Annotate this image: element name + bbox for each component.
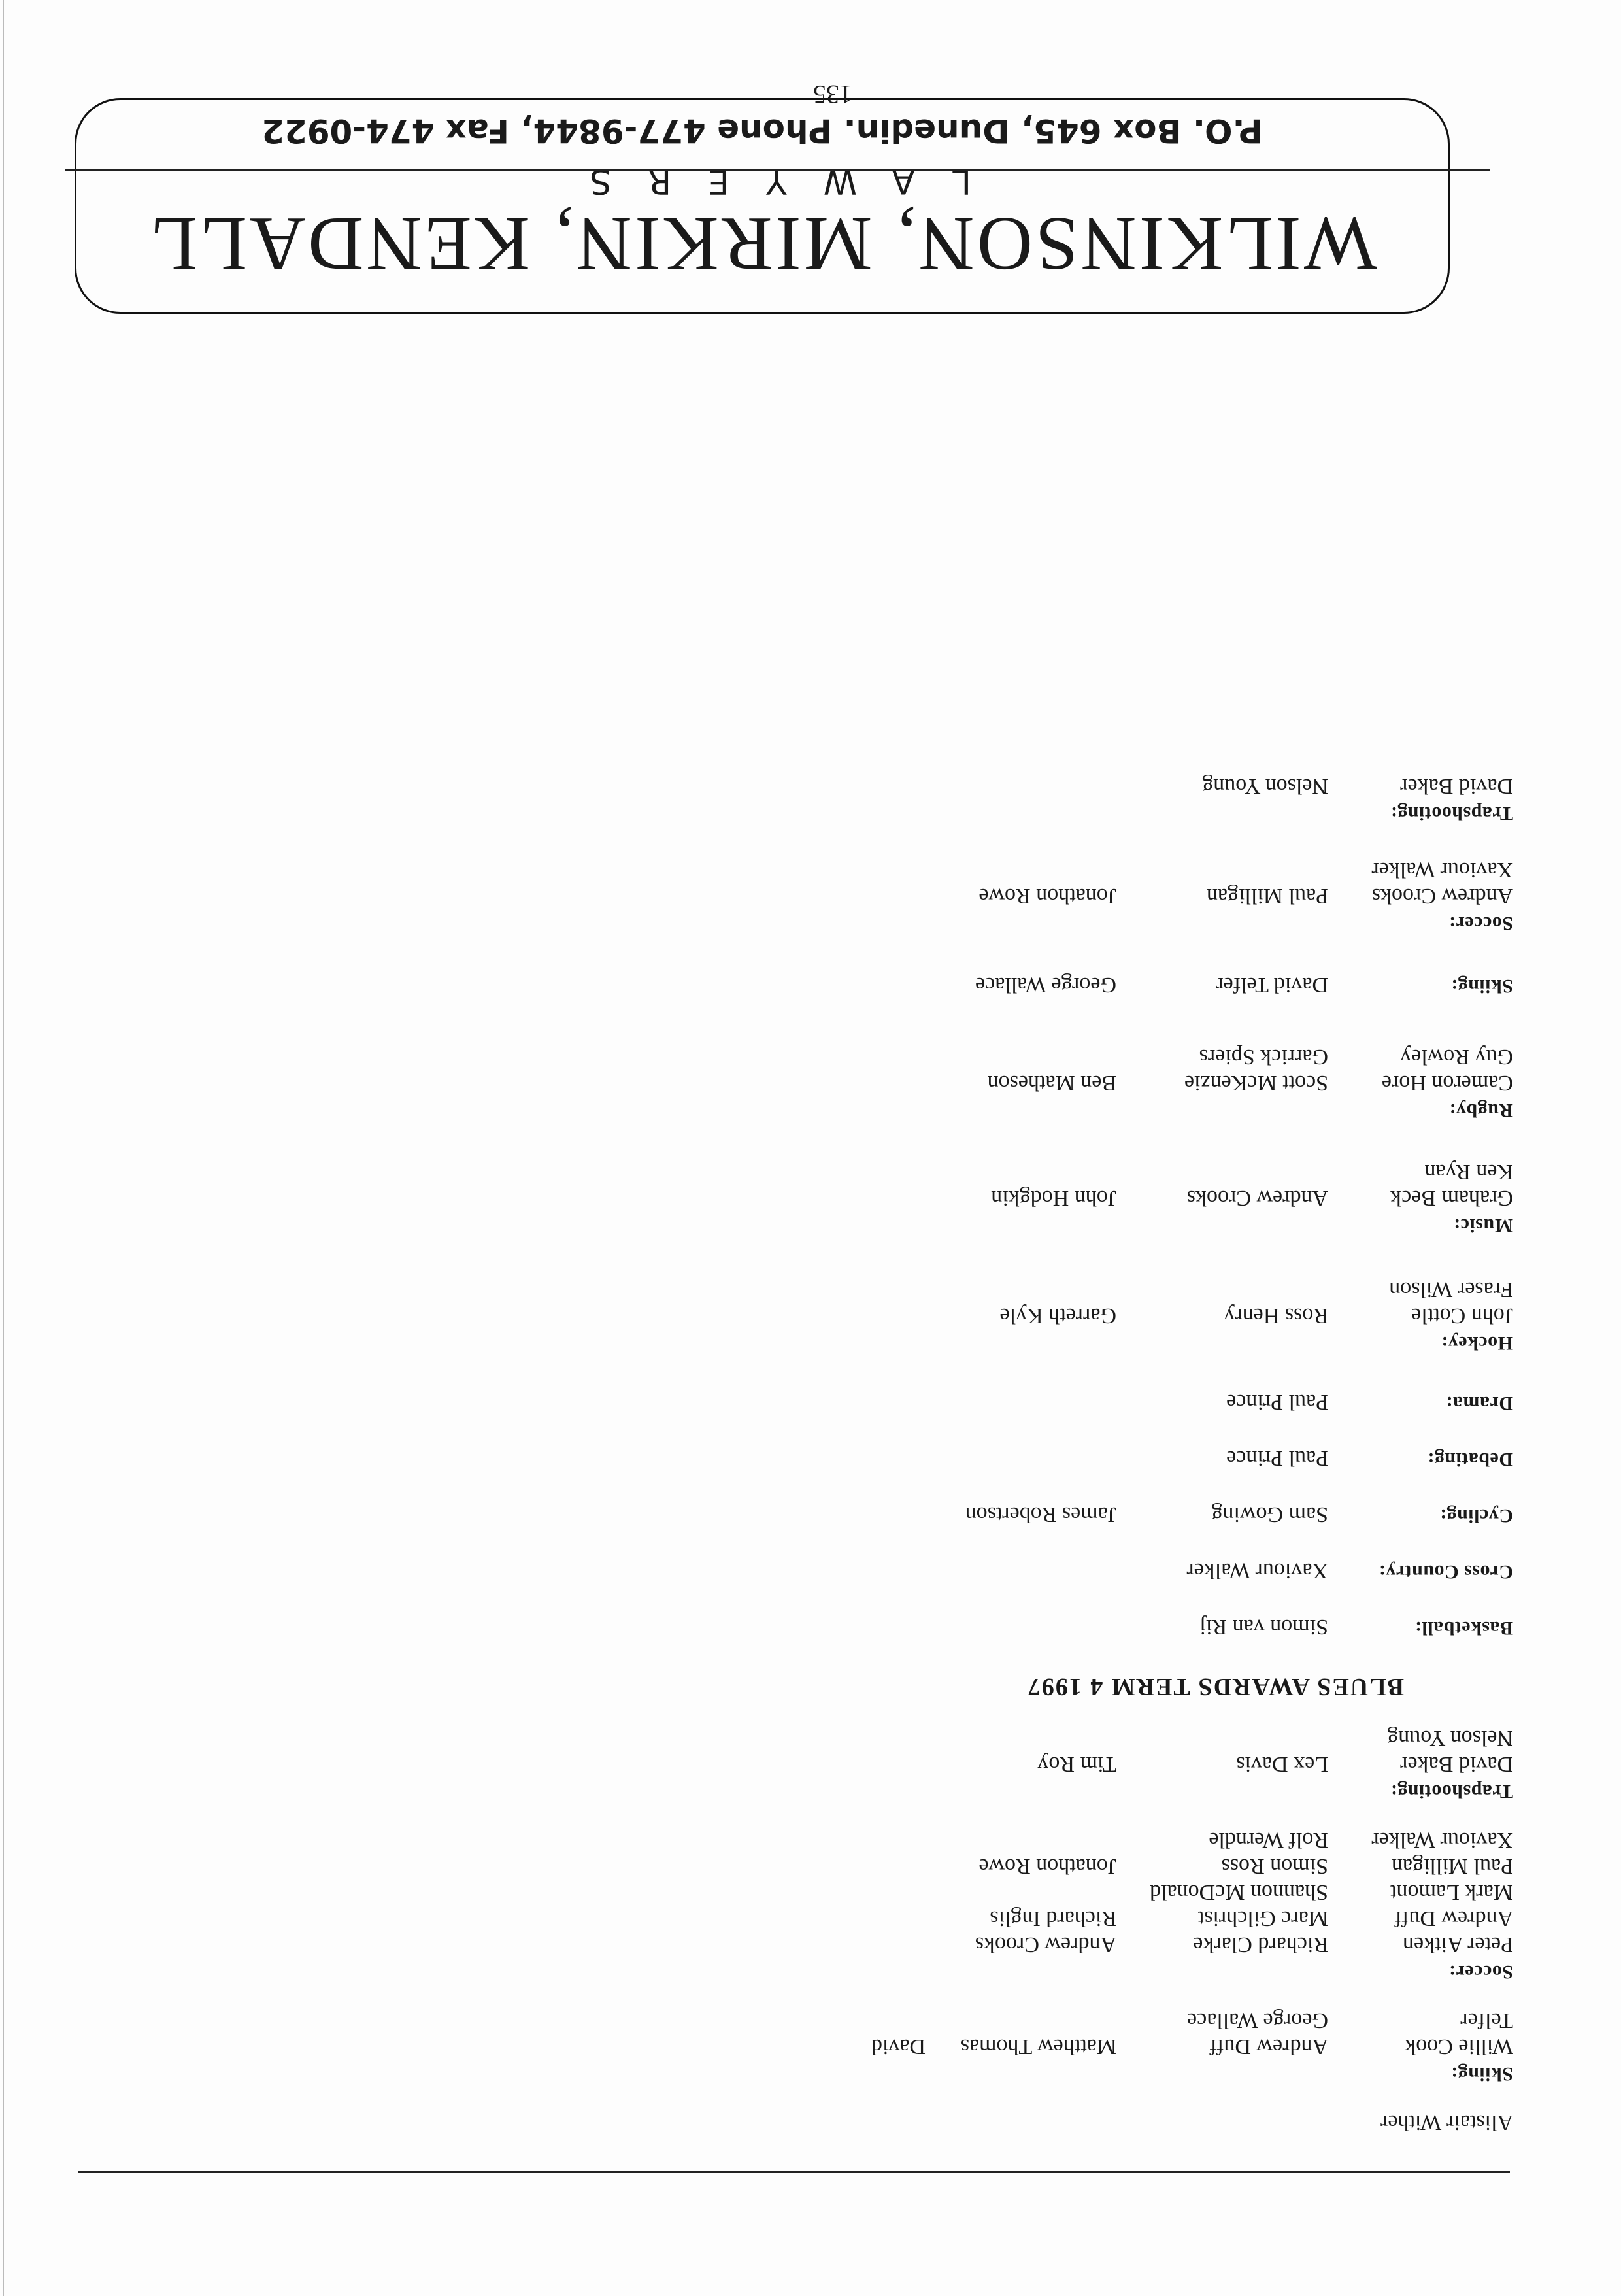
award-label: Basketball: bbox=[1414, 1617, 1513, 1639]
soccer-name: Andrew Duff bbox=[1394, 1906, 1513, 1931]
law-firm-advert bbox=[75, 98, 1450, 314]
award-label: Cross Country: bbox=[1379, 1561, 1513, 1583]
soccer-name: Simon Ross bbox=[1221, 1854, 1328, 1878]
skiing-name: David Telfer bbox=[1216, 973, 1328, 997]
trapshooting-name: Tim Roy bbox=[1037, 1752, 1116, 1776]
skiing-name: Andrew Duff bbox=[1209, 2034, 1328, 2059]
carryover-name: Alistair Wither bbox=[1380, 2110, 1513, 2135]
award-name: Xaviour Walker bbox=[1186, 1559, 1328, 1583]
soccer-name: Jonathon Rowe bbox=[978, 884, 1116, 908]
soccer-name: Peter Aitken bbox=[1402, 1933, 1513, 1957]
bottom-rule bbox=[65, 169, 1490, 171]
trapshooting-label: Trapshooting: bbox=[1390, 803, 1513, 824]
hockey-name: John Cottle bbox=[1411, 1304, 1513, 1328]
rugby-name: Garrick Spiers bbox=[1199, 1045, 1328, 1069]
skiing-name: Telfer bbox=[1460, 2008, 1513, 2033]
skiing-name: George Wallace bbox=[1187, 2008, 1328, 2033]
award-name: Sam Gowing bbox=[1211, 1502, 1328, 1527]
rugby-label: Rugby: bbox=[1448, 1100, 1513, 1121]
music-name: Ken Ryan bbox=[1424, 1160, 1513, 1184]
advert-subtitle: LAWYERS bbox=[552, 161, 972, 201]
soccer-name: Marc Gilchrist bbox=[1197, 1906, 1328, 1931]
blues-heading: BLUES AWARDS TERM 4 1997 bbox=[1026, 1673, 1404, 1700]
award-label: Cycling: bbox=[1439, 1505, 1513, 1527]
award-name: James Robertson bbox=[965, 1502, 1116, 1527]
skiing-name: Matthew Thomas bbox=[960, 2034, 1116, 2059]
hockey-name: Ross Henry bbox=[1224, 1304, 1328, 1328]
trapshooting-name: Lex Davis bbox=[1236, 1752, 1328, 1776]
trapshooting-label: Trapshooting: bbox=[1390, 1781, 1513, 1802]
award-name: Paul Prince bbox=[1226, 1446, 1328, 1470]
soccer-label: Soccer: bbox=[1448, 913, 1513, 934]
page-number: 135 bbox=[813, 80, 852, 109]
music-name: John Hodgkin bbox=[991, 1186, 1116, 1210]
award-name: Simon van Rij bbox=[1199, 1615, 1328, 1639]
soccer-label: Soccer: bbox=[1448, 1961, 1513, 1983]
skiing-label: Skiing: bbox=[1450, 2063, 1513, 2085]
rugby-name: Ben Matheson bbox=[987, 1071, 1116, 1095]
award-name: Paul Prince bbox=[1226, 1390, 1328, 1414]
skiing-label: Skiing: bbox=[1450, 975, 1513, 997]
trapshooting-name: Nelson Young bbox=[1202, 774, 1328, 798]
music-name: Graham Beck bbox=[1390, 1186, 1513, 1210]
hockey-label: Hockey: bbox=[1441, 1332, 1513, 1354]
award-label: Debating: bbox=[1427, 1449, 1513, 1470]
scan-edge-line bbox=[3, 0, 4, 2296]
music-label: Music: bbox=[1453, 1215, 1513, 1236]
hockey-name: Garreth Kyle bbox=[999, 1304, 1116, 1328]
advert-firm-name: WILKINSON, MIRKIN, KENDALL bbox=[147, 201, 1377, 287]
soccer-name: Paul Milligan bbox=[1206, 884, 1328, 908]
rugby-name: Scott McKenzie bbox=[1184, 1071, 1328, 1095]
rugby-name: Guy Rowley bbox=[1400, 1045, 1513, 1069]
soccer-name: Xaviour Walker bbox=[1371, 1828, 1513, 1852]
top-rule bbox=[78, 2171, 1510, 2173]
skiing-name: George Wallace bbox=[975, 973, 1116, 997]
soccer-name: Paul Milligan bbox=[1391, 1854, 1513, 1878]
trapshooting-name: Nelson Young bbox=[1387, 1726, 1513, 1750]
trapshooting-name: David Baker bbox=[1400, 1752, 1513, 1776]
hockey-name: Fraser Wilson bbox=[1389, 1277, 1513, 1302]
music-name: Andrew Crooks bbox=[1186, 1186, 1328, 1210]
soccer-name: Mark Lamont bbox=[1390, 1880, 1513, 1904]
soccer-name: Shannon McDonald bbox=[1150, 1880, 1328, 1904]
soccer-name: Richard Inglis bbox=[990, 1906, 1116, 1931]
soccer-name: Jonathon Rowe bbox=[978, 1854, 1116, 1878]
advert-address: P.O. Box 645, Dunedin. Phone 477-9844, Fax 474-0922 bbox=[261, 112, 1263, 150]
award-label: Drama: bbox=[1446, 1393, 1513, 1414]
skiing-name: Willie Cook bbox=[1405, 2034, 1513, 2059]
rugby-name: Cameron Hore bbox=[1381, 1071, 1513, 1095]
soccer-name: Xaviour Walker bbox=[1371, 858, 1513, 882]
soccer-name: Andrew Crooks bbox=[1371, 884, 1513, 908]
skiing-name: David bbox=[871, 2034, 926, 2059]
soccer-name: Rolf Werndle bbox=[1209, 1828, 1328, 1852]
soccer-name: Richard Clarke bbox=[1193, 1933, 1328, 1957]
soccer-name: Andrew Crooks bbox=[975, 1933, 1116, 1957]
trapshooting-name: David Baker bbox=[1400, 774, 1513, 798]
